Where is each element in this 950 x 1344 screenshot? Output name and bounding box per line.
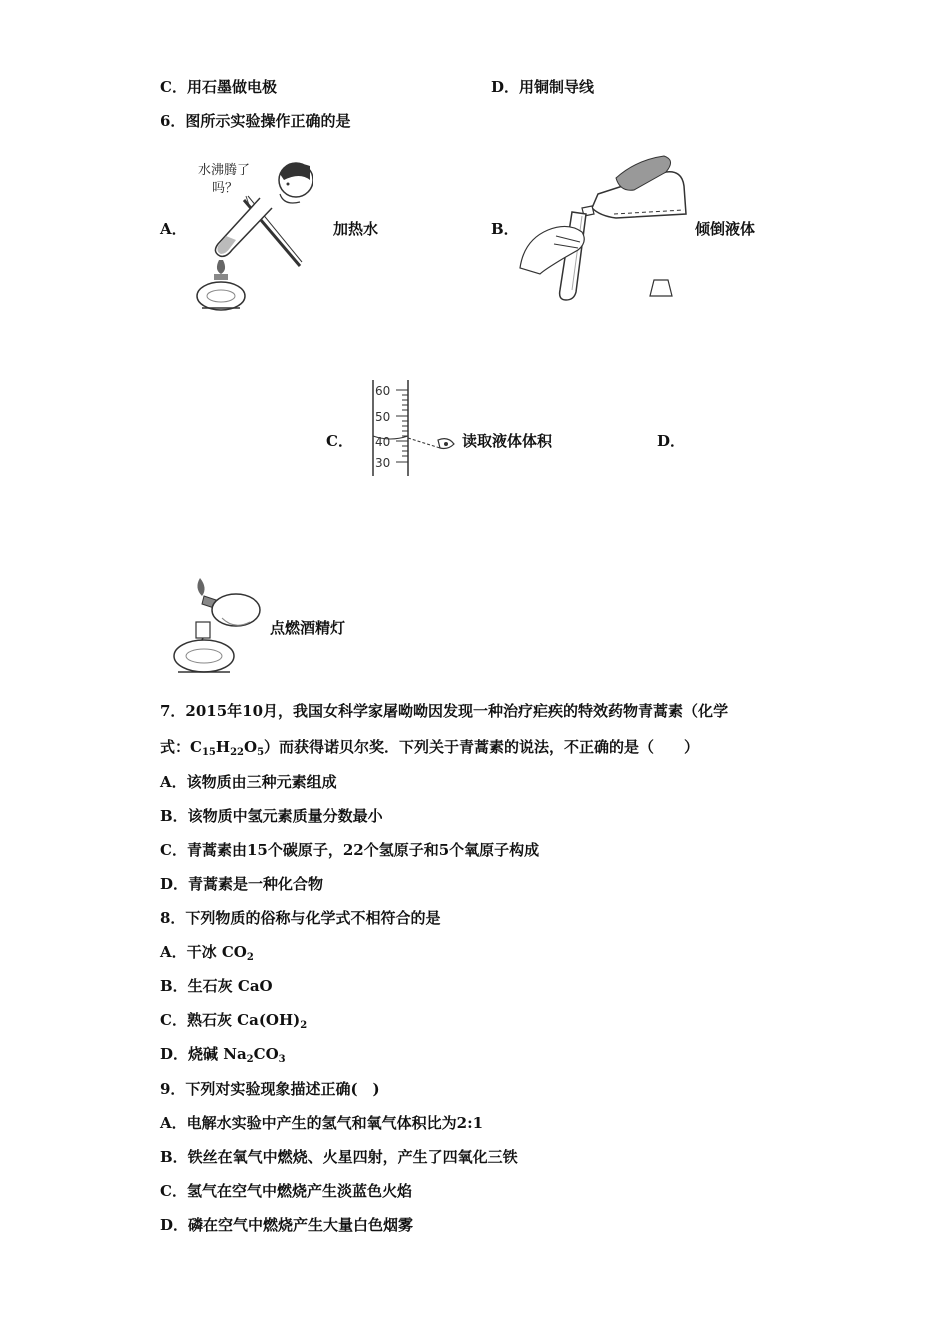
bubble-line1: 水沸腾了 [198,163,251,178]
q7-option-b: B．该物质中氢元素质量分数最小 [160,807,383,825]
q8-option-a: A．干冰 $CO_2$ [160,943,254,963]
q5-option-d: D．用铜制导线 [491,78,595,96]
q9-option-d: D．磷在空气中燃烧产生大量白色烟雾 [160,1216,414,1234]
q6-option-d-caption: 点燃酒精灯 [270,619,346,637]
tick-60: 60 [375,384,391,398]
q7-option-d: D．青蒿素是一种化合物 [160,875,324,893]
q6-figure-reading-volume [368,378,458,478]
tick-50: 50 [375,410,391,424]
tick-30: 30 [375,456,391,470]
q8-option-d: D．烧碱 $Na_2CO_3$ [160,1045,286,1065]
q6-figure-heating-water [188,150,313,312]
q7-option-c: C．青蒿素由15个碳原子，22个氢原子和5个氧原子构成 [160,841,540,859]
q6-figure-lighting-lamp [164,570,264,676]
q7-option-a: A．该物质由三种元素组成 [160,773,337,791]
q9-stem: 9．下列对实验现象描述正确( ) [160,1080,380,1098]
q6-option-a-caption: 加热水 [333,220,379,238]
q6-stem: 6．图所示实验操作正确的是 [160,112,351,130]
q9-option-c: C．氢气在空气中燃烧产生淡蓝色火焰 [160,1182,412,1200]
q6-option-c-caption: 读取液体体积 [462,432,553,450]
q6-option-b-label: B． [491,220,519,238]
q8-option-b: B．生石灰 CaO [160,977,273,995]
q6-option-b-caption: 倾倒液体 [695,220,756,238]
tick-40: 40 [375,435,391,449]
bubble-line2: 吗？ [212,181,239,196]
q8-option-c: C．熟石灰 $Ca(OH)_2$ [160,1011,308,1031]
q9-option-a: A．电解水实验中产生的氢气和氧气体积比为2:1 [160,1114,484,1132]
q5-option-c: C．用石墨做电极 [160,78,277,96]
q6-option-a-label: A． [160,220,187,238]
q6-figure-pouring-liquid [516,150,691,304]
q8-stem: 8．下列物质的俗称与化学式不相符合的是 [160,909,441,927]
q6-option-d-label: D． [657,432,686,450]
q7-stem-line2: 式：$C_{15}H_{22}O_5$）而获得诺贝尔奖．下列关于青蒿素的说法，不正确的是（ ） [160,738,700,758]
q6-option-c-label: C． [326,432,353,450]
q7-stem-line1: 7．2015年10月，我国女科学家屠呦呦因发现一种治疗疟疾的特效药物青蒿素（化学 [160,702,729,720]
q9-option-b: B．铁丝在氧气中燃烧、火星四射，产生了四氧化三铁 [160,1148,518,1166]
